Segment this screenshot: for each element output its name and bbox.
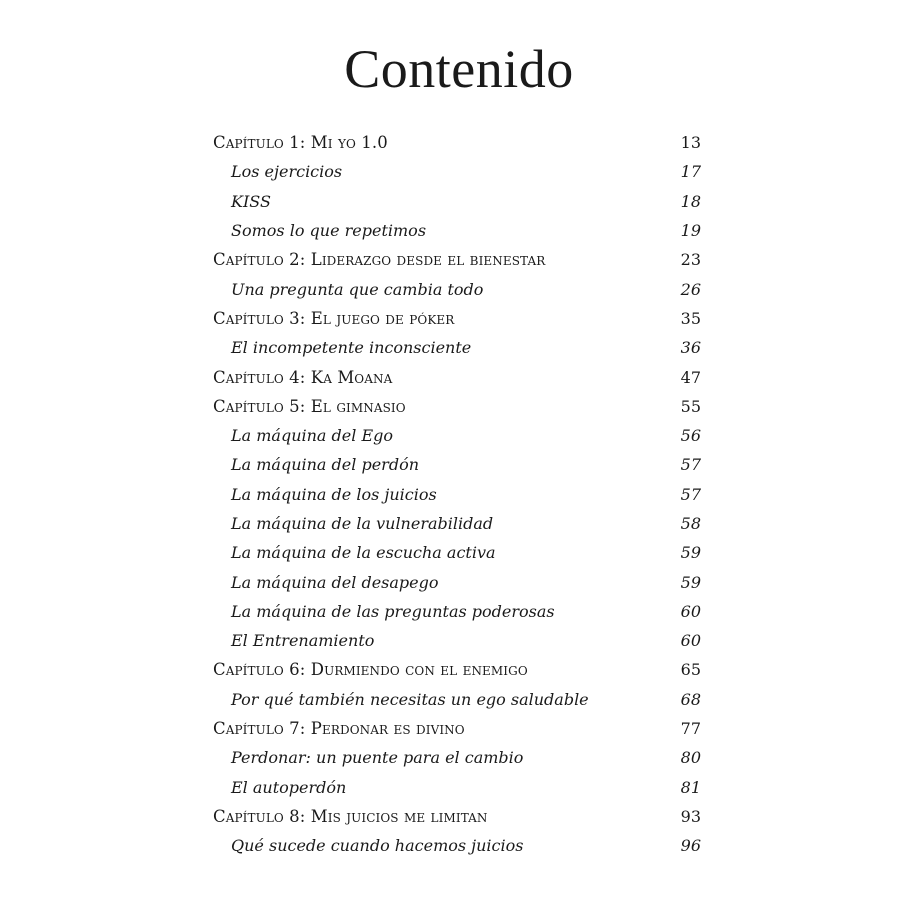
toc-section-row [213,274,701,303]
toc-section-row [213,187,701,216]
toc-entry-page: 56 [680,426,701,446]
toc-entry-page: 13 [680,133,701,153]
toc-entry-page: 55 [680,396,701,416]
toc-entry-label: El autoperdón [231,777,347,797]
toc-entry-page: 58 [680,514,701,533]
toc-entry-page: 18 [680,191,701,211]
toc-entry-label: Perdonar: un puente para el cambio [231,748,524,768]
toc-entry-label: La máquina del perdón [231,455,420,475]
toc-entry-page: 17 [680,162,701,182]
toc-section-row [213,538,701,567]
toc-chapter-row [213,802,701,831]
page-title: Contenido [344,39,574,99]
toc-entry-page: 47 [680,367,701,387]
toc-entry-page: 68 [680,689,701,709]
toc-entry-page: 77 [680,719,701,739]
toc-entry-label: El Entrenamiento [231,631,375,651]
toc-entry-page: 19 [680,221,701,241]
toc-chapter-row [213,362,701,391]
toc-section-row [213,831,701,860]
toc-entry-label: Somos lo que repetimos [231,221,427,241]
toc-entry-label: Una pregunta que cambia todo [231,279,484,299]
toc-section-row [213,773,701,802]
toc-entry-label: Capítulo 3: El juego de póker [213,308,455,328]
toc-entry-page: 96 [680,836,701,856]
table-of-contents [213,128,701,860]
toc-entry-label: Capítulo 4: Ka Moana [213,367,393,387]
toc-section-row [213,421,701,450]
toc-chapter-row [213,392,701,421]
toc-entry-page: 59 [680,572,701,592]
toc-entry-page: 65 [680,660,701,680]
toc-entry-label: La máquina del desapego [231,572,439,592]
toc-entry-label: Capítulo 2: Liderazgo desde el bienestar [213,250,546,270]
toc-entry-page: 57 [680,455,701,475]
toc-section-row [213,509,701,538]
toc-section-row [213,157,701,186]
toc-entry-page: 59 [680,543,701,563]
toc-section-row [213,480,701,509]
toc-section-row [213,743,701,772]
toc-entry-label: KISS [231,191,271,211]
toc-chapter-row [213,304,701,333]
toc-entry-page: 60 [680,631,701,651]
toc-entry-label: Los ejercicios [231,162,343,182]
toc-entry-label: La máquina del Ego [231,426,394,446]
toc-entry-label: Capítulo 6: Durmiendo con el enemigo [213,660,528,680]
toc-entry-page: 36 [680,338,701,358]
toc-entry-page: 93 [680,806,701,826]
toc-section-row [213,216,701,245]
toc-entry-page: 60 [680,601,701,621]
toc-entry-label: La máquina de la escucha activa [231,543,496,563]
toc-section-row [213,626,701,655]
toc-section-row [213,597,701,626]
toc-chapter-row [213,714,701,743]
toc-section-row [213,333,701,362]
toc-entry-label: Capítulo 7: Perdonar es divino [213,719,465,739]
toc-entry-page: 23 [680,250,701,270]
toc-entry-label: La máquina de las preguntas poderosas [231,601,555,621]
toc-entry-page: 26 [680,279,701,299]
toc-entry-label: Capítulo 1: Mi yo 1.0 [213,133,388,153]
toc-entry-label: Qué sucede cuando hacemos juicios [231,836,524,856]
toc-entry-page: 80 [680,748,701,768]
toc-entry-page: 81 [680,777,701,797]
toc-section-row [213,450,701,479]
toc-entry-label: El incompetente inconsciente [231,338,472,358]
toc-entry-label: La máquina de los juicios [231,484,437,504]
toc-chapter-row [213,245,701,274]
toc-chapter-row [213,655,701,684]
toc-entry-page: 35 [680,308,701,328]
toc-section-row [213,567,701,596]
toc-entry-page: 57 [680,484,701,504]
toc-entry-label: Capítulo 8: Mis juicios me limitan [213,806,488,826]
toc-entry-label: Por qué también necesitas un ego saludable [231,689,589,709]
toc-section-row [213,685,701,714]
toc-entry-label: Capítulo 5: El gimnasio [213,396,406,416]
toc-chapter-row [213,128,701,157]
toc-entry-label: La máquina de la vulnerabilidad [231,514,494,533]
